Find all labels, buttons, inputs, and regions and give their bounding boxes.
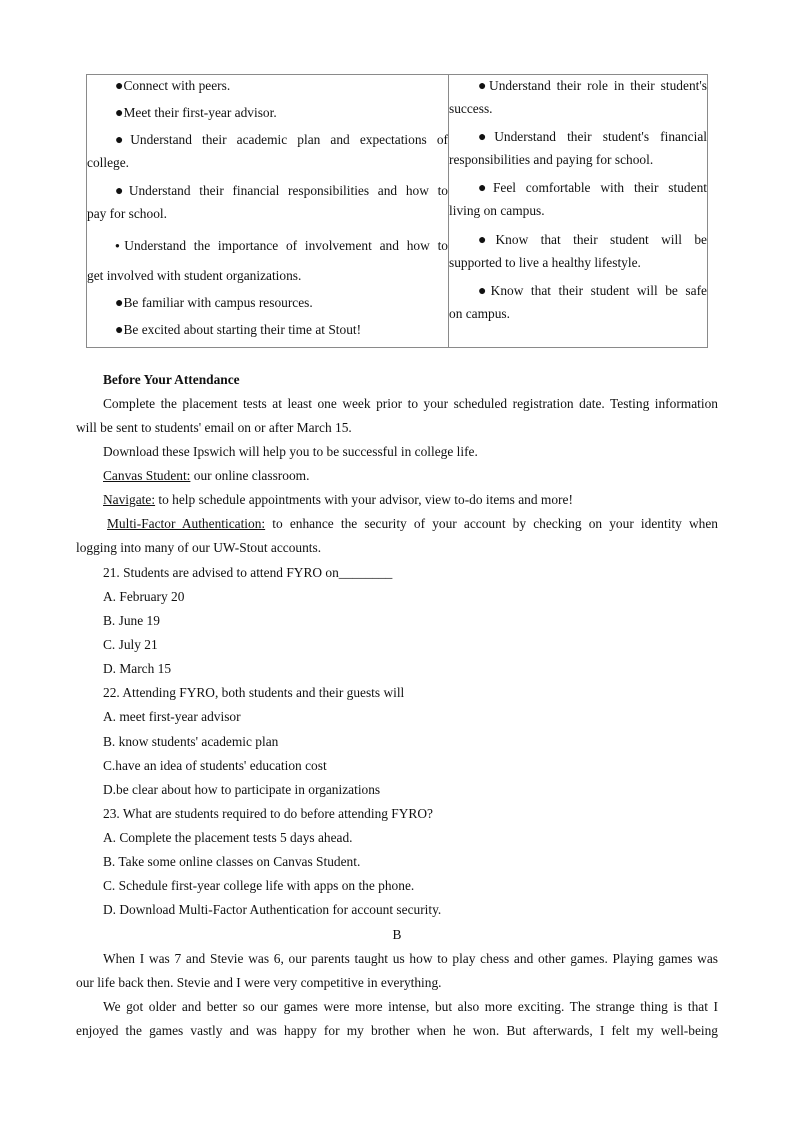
- paragraph-line: logging into many of our UW-Stout accounts.: [76, 540, 322, 555]
- answer-option: A. February 20: [103, 589, 185, 604]
- paragraph-line: Complete the placement tests at least one week prior to your scheduled registration date. Testing information: [103, 396, 718, 411]
- paragraph-line: When I was 7 and Stevie was 6, our parents taught us how to play chess and other games. Playing games was: [103, 951, 718, 966]
- student-goals-column: [87, 75, 448, 347]
- student-goal-item: ●Understand their academic plan and expectations of college.: [87, 132, 448, 170]
- answer-option: C. Schedule first-year college life with apps on the phone.: [103, 878, 415, 893]
- student-goal-item: ●Connect with peers.: [115, 78, 231, 94]
- answer-option: D. Download Multi-Factor Authentication for account security.: [103, 902, 442, 917]
- answer-option: D.be clear about how to participate in organizations: [103, 782, 381, 797]
- answer-option: B. June 19: [103, 613, 160, 628]
- question-stem: 23. What are students required to do before attending FYRO?: [103, 806, 433, 821]
- mfa-link[interactable]: Multi-Factor Authentication:: [107, 516, 266, 531]
- answer-option: B. know students' academic plan: [103, 734, 279, 749]
- student-goal-item: ●Be excited about starting their time at Stout!: [115, 322, 362, 338]
- student-goal-item: ●Be familiar with campus resources.: [115, 295, 313, 311]
- guest-goals-column: [449, 75, 707, 347]
- guest-goal-item: ●Feel comfortable with their student living on campus.: [449, 180, 707, 218]
- answer-option: A. meet first-year advisor: [103, 709, 241, 724]
- answer-option: C. July 21: [103, 637, 158, 652]
- paragraph-line: Download these Ipswich will help you to be successful in college life.: [103, 444, 478, 459]
- guest-goal-item: ●Know that their student will be supported to live a healthy lifestyle.: [449, 232, 707, 270]
- question-stem: 22. Attending FYRO, both students and their guests will: [103, 685, 405, 700]
- answer-option: B. Take some online classes on Canvas Student.: [103, 854, 361, 869]
- student-goal-item: ●Understand the importance of involvement and how to get involved with student organizations.: [87, 238, 448, 283]
- paragraph-line: will be sent to students' email on or after March 15.: [76, 420, 352, 435]
- student-goal-item: ●Meet their first-year advisor.: [115, 105, 277, 121]
- paragraph-line: We got older and better so our games were more intense, but also more exciting. The strange thing is that I: [103, 999, 718, 1014]
- canvas-student-link[interactable]: Canvas Student:: [103, 468, 191, 483]
- orientation-goals-table: [86, 74, 708, 348]
- guest-goal-item: ●Understand their student's financial responsibilities and paying for school.: [449, 129, 707, 167]
- canvas-student-line: Canvas Student: our online classroom.: [103, 468, 310, 483]
- section-label: B: [392, 927, 402, 942]
- section-heading: Before Your Attendance: [103, 372, 240, 387]
- answer-option: C.have an idea of students' education cost: [103, 758, 327, 773]
- paragraph-line: enjoyed the games vastly and was happy for my brother when he won. But afterwards, I felt my well-being: [76, 1023, 718, 1038]
- guest-goal-item: ●Understand their role in their student's success.: [449, 78, 707, 116]
- answer-option: A. Complete the placement tests 5 days ahead.: [103, 830, 353, 845]
- student-goal-item: ●Understand their financial responsibilities and how to pay for school.: [87, 183, 448, 221]
- navigate-link[interactable]: Navigate:: [103, 492, 156, 507]
- question-stem: 21. Students are advised to attend FYRO on________: [103, 565, 393, 580]
- mfa-line: Multi-Factor Authentication: to enhance the security of your account by checking on your identity when: [107, 516, 718, 531]
- guest-goal-item: ●Know that their student will be safe on campus.: [449, 283, 707, 321]
- paragraph-line: our life back then. Stevie and I were very competitive in everything.: [76, 975, 442, 990]
- answer-option: D. March 15: [103, 661, 172, 676]
- navigate-line: Navigate: to help schedule appointments with your advisor, view to-do items and more!: [103, 492, 573, 507]
